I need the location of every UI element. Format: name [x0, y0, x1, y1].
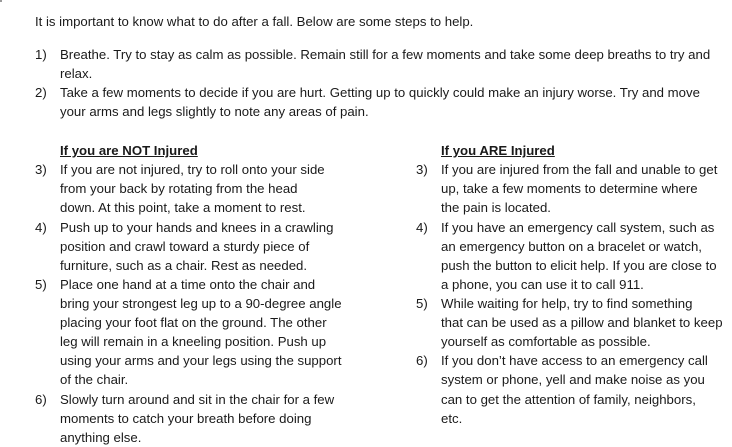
step-number: 3) [35, 162, 47, 177]
step-text: If you are not injured, try to roll onto your side [60, 162, 325, 177]
step-number: 6) [35, 392, 47, 407]
step-text: down. At this point, take a moment to rest. [60, 200, 306, 215]
step-text: of the chair. [60, 372, 129, 387]
step-text: placing your foot flat on the ground. The other [60, 315, 327, 330]
step-text: etc. [441, 411, 463, 426]
step-text: leg will remain in a kneeling position. Push up [60, 334, 327, 349]
step-text: Breathe. Try to stay as calm as possible. Remain still for a few moments and take some deep breaths to try and [60, 47, 711, 62]
step-text: If you have an emergency call system, such as [441, 220, 715, 235]
step-text: relax. [60, 66, 93, 81]
step-text: While waiting for help, try to find something [441, 296, 693, 311]
step-number: 5) [416, 296, 428, 311]
step-text: the pain is located. [441, 200, 551, 215]
step-number: 2) [35, 85, 47, 100]
step-text: Place one hand at a time onto the chair and [60, 277, 316, 292]
step-text: from your back by rotating from the head [60, 181, 298, 196]
step-text: a phone, you can use it to call 911. [441, 277, 644, 292]
page-corner-mark [0, 0, 2, 2]
step-number: 1) [35, 47, 47, 62]
step-text: up, take a few moments to determine where [441, 181, 698, 196]
step-text: If you don’t have access to an emergency call [441, 353, 708, 368]
step-text: your arms and legs slightly to note any areas of pain. [60, 104, 369, 119]
step-text: yourself as comfortable as possible. [441, 334, 651, 349]
step-number: 3) [416, 162, 428, 177]
step-text: anything else. [60, 430, 142, 445]
step-text: an emergency button on a bracelet or watch, [441, 239, 702, 254]
injured-heading: If you ARE Injured [441, 143, 555, 158]
step-text: If you are injured from the fall and unable to get [441, 162, 718, 177]
not-injured-heading: If you are NOT Injured [60, 143, 198, 158]
step-text: Push up to your hands and knees in a crawling [60, 220, 334, 235]
step-text: Slowly turn around and sit in the chair for a few [60, 392, 335, 407]
step-text: bring your strongest leg up to a 90-degree angle [60, 296, 342, 311]
step-text: Take a few moments to decide if you are hurt. Getting up to quickly could make an injury worse. Try and move [60, 85, 700, 100]
step-text: push the button to elicit help. If you are close to [441, 258, 717, 273]
step-text: system or phone, yell and make noise as you [441, 372, 705, 387]
step-text: position and crawl toward a sturdy piece of [60, 239, 310, 254]
step-text: using your arms and your legs using the support [60, 353, 342, 368]
step-text: moments to catch your breath before doing [60, 411, 312, 426]
step-number: 4) [416, 220, 428, 235]
step-number: 4) [35, 220, 47, 235]
step-text: can to get the attention of family, neighbors, [441, 392, 696, 407]
intro-text: It is important to know what to do after a fall. Below are some steps to help. [35, 14, 474, 29]
step-number: 5) [35, 277, 47, 292]
step-text: that can be used as a pillow and blanket to keep [441, 315, 723, 330]
step-number: 6) [416, 353, 428, 368]
step-text: furniture, such as a chair. Rest as needed. [60, 258, 308, 273]
